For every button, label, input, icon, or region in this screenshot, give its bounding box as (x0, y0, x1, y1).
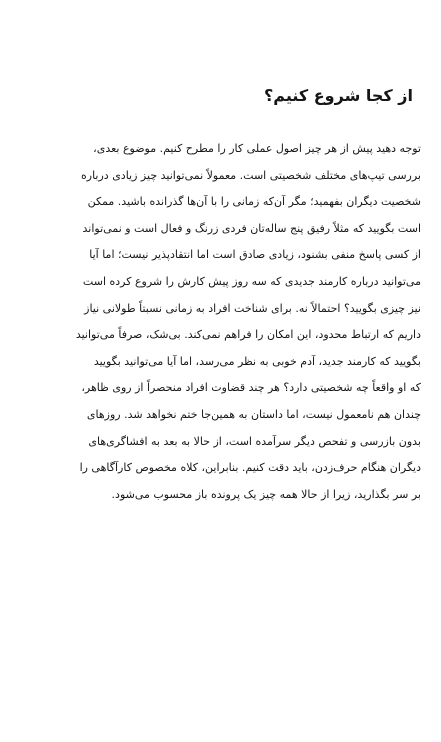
body-paragraph (21, 136, 421, 508)
paragraph-line: می‌توانید درباره کارمند جدیدی که سه روز پیش کارش را شروع کرده است (82, 274, 421, 288)
paragraph-line: داریم که ارتباط محدود، این امکان را فراهم نمی‌کند. بی‌شک، صرفاً می‌توانید (75, 328, 421, 342)
section-heading: از کجا شروع کنیم؟ (263, 86, 413, 105)
paragraph-line: دیگران هنگام حرف‌زدن، باید دقت کنیم. بنابراین، کلاه مخصوص کارآگاهی را (79, 461, 421, 475)
paragraph-line: شخصیت دیگران بفهمید؛ مگر آن‌که زمانی را با آن‌ها گذرانده باشید. ممکن (87, 195, 421, 209)
paragraph-line: است بگویید که مثلاً رفیق پنج ساله‌تان فردی زرنگ و فعال است و نمی‌تواند (82, 221, 421, 235)
paragraph-line: که او واقعاً چه شخصیتی دارد؟ هر چند قضاوت افراد منحصراً از روی ظاهر، (81, 381, 421, 395)
paragraph-line: بر سر بگذارید، زیرا از حالا همه چیز یک پرونده باز محسوب می‌شود. (111, 487, 421, 501)
paragraph-line: بگویید که کارمند جدید، آدم خوبی به نظر می‌رسد، اما آیا می‌توانید بگویید (93, 354, 421, 368)
paragraph-line: نیز چیزی بگویید؟ احتمالاً نه. برای شناخت افراد به زمانی نسبتاً طولانی نیاز (84, 301, 421, 315)
paragraph-line: چندان هم نامعمول نیست، اما داستان به همین‌جا ختم نخواهد شد. روزهای (86, 407, 421, 421)
paragraph-line: بدون بازرسی و تفحص دیگر سرآمده است، از حالا به بعد به افشاگری‌های (88, 434, 421, 448)
paragraph-line: بررسی تیپ‌های مختلف شخصیتی است. معمولاً نمی‌توانید چیز زیادی درباره (81, 168, 421, 182)
paragraph-line: توجه دهید پیش از هر چیز اصول عملی کار را مطرح کنیم. موضوع بعدی، (93, 142, 421, 155)
paragraph-line: از کسی پاسخ منفی بشنود، زیادی صادق است اما انتقادپذیر نیست؛ اما آیا (89, 248, 421, 262)
